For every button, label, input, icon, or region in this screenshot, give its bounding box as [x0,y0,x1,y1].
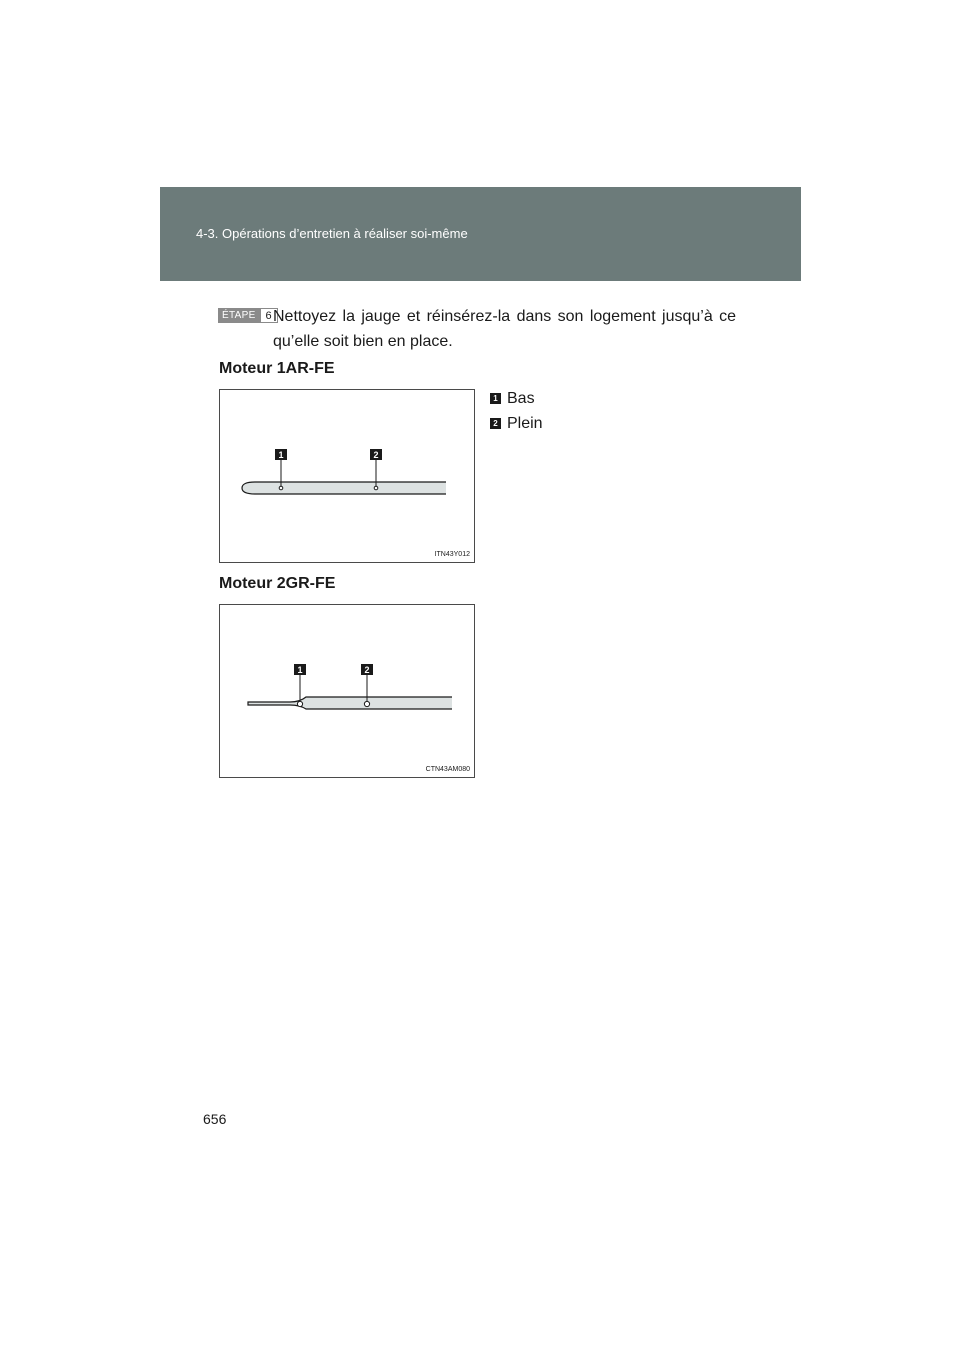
dipstick-illustration-1 [220,390,476,564]
page-number: 656 [203,1111,227,1127]
legend-label: Plein [507,414,543,432]
legend-number: 1 [490,393,501,404]
legend [490,386,543,436]
step-label: ÉTAPE [218,308,260,323]
marker-2-label: 2 [364,665,370,675]
marker-1-label: 1 [297,665,303,675]
marker-2-label: 2 [373,450,379,460]
engine2-title: Moteur 2GR-FE [219,575,336,592]
figure-code: CTN43AM080 [425,766,470,773]
marker-1-label: 1 [278,450,284,460]
figure-code: ITN43Y012 [434,551,470,558]
step-badge [218,308,278,323]
engine1-title: Moteur 1AR-FE [219,360,335,377]
section-title: 4-3. Opérations d’entretien à réaliser soi-même [196,226,468,241]
section-header [160,187,801,281]
legend-number: 2 [490,418,501,429]
legend-item-full [490,411,543,436]
dipstick-figure-1ar-fe [219,389,475,563]
step-instruction: Nettoyez la jauge et réinsérez-la dans son logement jusqu’à ce qu’elle soit bien en place. [273,308,736,350]
dipstick-illustration-2 [220,605,476,779]
step-number: 6 [260,308,278,323]
legend-label: Bas [507,389,535,407]
legend-item-low [490,386,543,411]
dipstick-figure-2gr-fe [219,604,475,778]
